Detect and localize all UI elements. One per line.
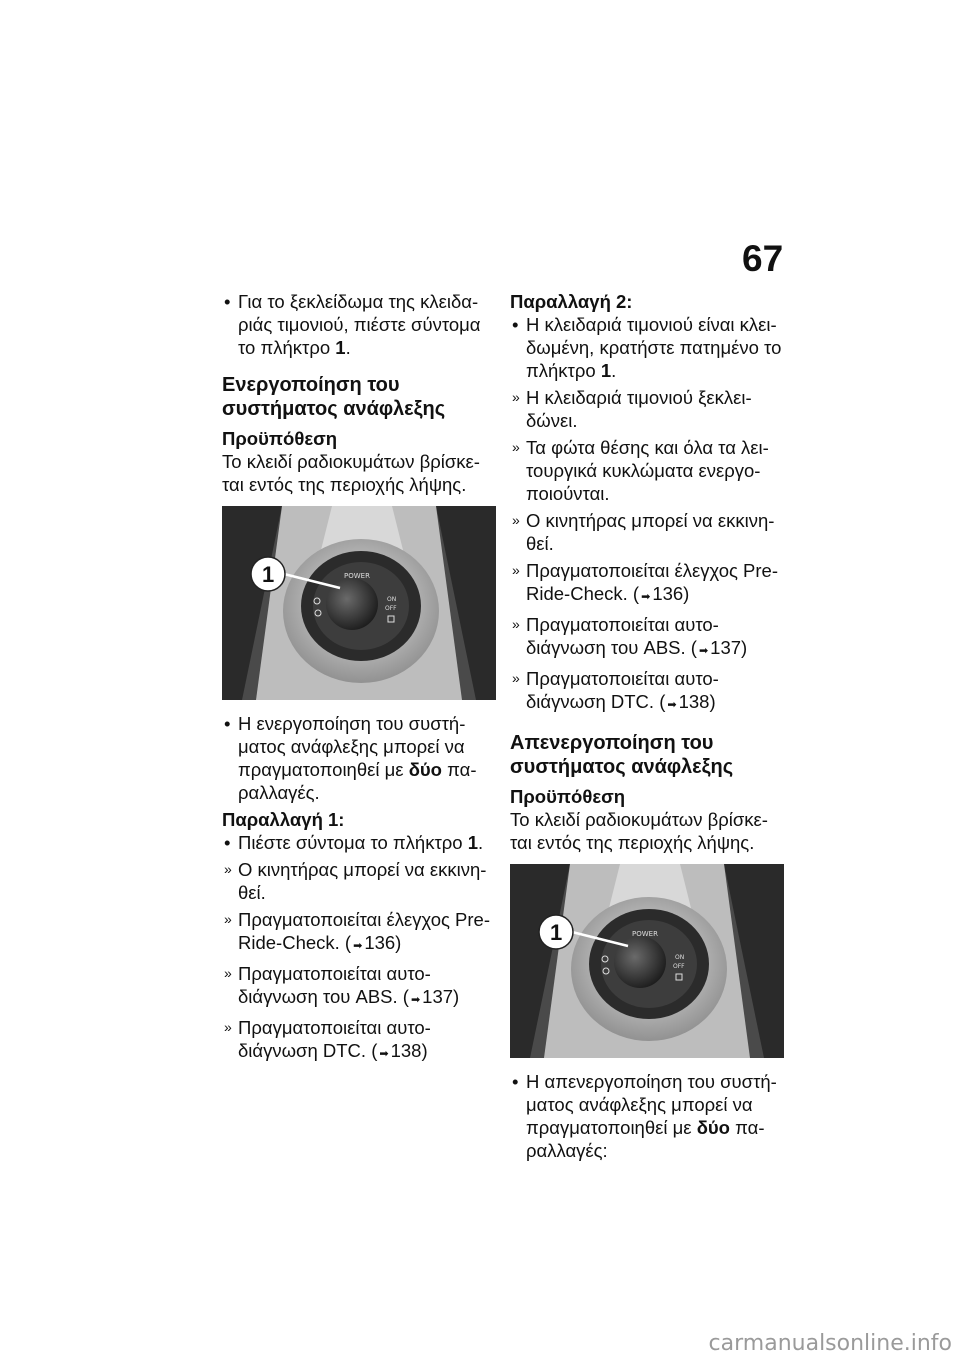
result-item: » Πραγματοποιείται έλεγχος Pre-Ride-Check. ( ➡ 136) xyxy=(222,908,494,958)
variant-2-step: • Η κλειδαριά τιμονιού είναι κλει-δωμένη, κρατήστε πατημένο το πλήκτρο 1. xyxy=(510,313,782,382)
result-item: » Ο κινητήρας μπορεί να εκκινη-θεί. xyxy=(222,858,494,904)
result-item: » Πραγματοποιείται αυτο-διάγνωση του ABS. ( ➡ 137) xyxy=(510,613,782,663)
prerequisite-text: Το κλειδί ραδιοκυμάτων βρίσκε-ται εντός της περιοχής λήψης. xyxy=(222,451,480,495)
off-label: OFF xyxy=(673,963,685,970)
heading-ignition-on: Ενεργοποίηση του συστήματος ανάφλεξης xyxy=(222,374,446,420)
ignition-switch-figure xyxy=(510,864,784,1058)
deactivation-variants-bullet: • Η απενεργοποίηση του συστή-ματος ανάφλεξης μπορεί να πραγματοποιηθεί με δύο πα-ραλλαγές: xyxy=(510,1070,782,1162)
page-number: 67 xyxy=(742,238,784,279)
heading-ignition-off: Απενεργοποίηση του συστήματος ανάφλεξης xyxy=(510,732,734,778)
result-item: » Ο κινητήρας μπορεί να εκκινη-θεί. xyxy=(510,509,782,555)
prerequisite-heading: Προϋπόθεση xyxy=(510,786,626,807)
on-label: ON xyxy=(675,954,685,961)
variant-2-heading: Παραλλαγή 2: xyxy=(510,291,633,312)
power-label: POWER xyxy=(344,572,370,580)
result-item: » Πραγματοποιείται αυτο-διάγνωση DTC. ( ➡ 138) xyxy=(222,1016,494,1066)
watermark: carmanualsonline.info xyxy=(708,1331,952,1356)
power-label: POWER xyxy=(632,930,658,938)
result-item: » Τα φώτα θέσης και όλα τα λει-τουργικά κυκλώματα ενεργο-ποιούνται. xyxy=(510,436,782,505)
arrow-right-icon: ➡ xyxy=(379,1048,389,1060)
result-item: » Πραγματοποιείται αυτο-διάγνωση DTC. ( ➡ 138) xyxy=(510,667,782,717)
arrow-right-icon: ➡ xyxy=(667,699,677,711)
variant-1-step: • Πιέστε σύντομα το πλήκτρο 1. xyxy=(222,831,494,854)
figure-callout-1: 1 xyxy=(550,920,563,945)
right-column xyxy=(510,290,782,1166)
ignition-variants-bullet: • Η ενεργοποίηση του συστή-ματος ανάφλεξης μπορεί να πραγματοποιηθεί με δύο πα-ραλλαγές. xyxy=(222,712,494,804)
intro-bullet: • Για το ξεκλείδωμα της κλειδα-ριάς τιμονιού, πιέστε σύντομα το πλήκτρο 1. xyxy=(222,290,494,359)
figure-callout-1: 1 xyxy=(262,562,275,587)
result-item: » Η κλειδαριά τιμονιού ξεκλει-δώνει. xyxy=(510,386,782,432)
arrow-right-icon: ➡ xyxy=(410,994,421,1006)
ignition-switch-figure xyxy=(222,506,496,700)
variant-1-heading: Παραλλαγή 1: xyxy=(222,809,345,830)
prerequisite-text: Το κλειδί ραδιοκυμάτων βρίσκε-ται εντός της περιοχής λήψης. xyxy=(510,809,768,853)
on-label: ON xyxy=(387,596,397,603)
arrow-right-icon: ➡ xyxy=(698,645,709,657)
arrow-right-icon: ➡ xyxy=(641,591,651,603)
arrow-right-icon: ➡ xyxy=(353,940,363,952)
left-column xyxy=(222,290,494,1070)
result-item: » Πραγματοποιείται αυτο-διάγνωση του ABS. ( ➡ 137) xyxy=(222,962,494,1012)
prerequisite-heading: Προϋπόθεση xyxy=(222,428,338,449)
off-label: OFF xyxy=(385,605,397,612)
result-item: » Πραγματοποιείται έλεγχος Pre-Ride-Check. ( ➡ 136) xyxy=(510,559,782,609)
